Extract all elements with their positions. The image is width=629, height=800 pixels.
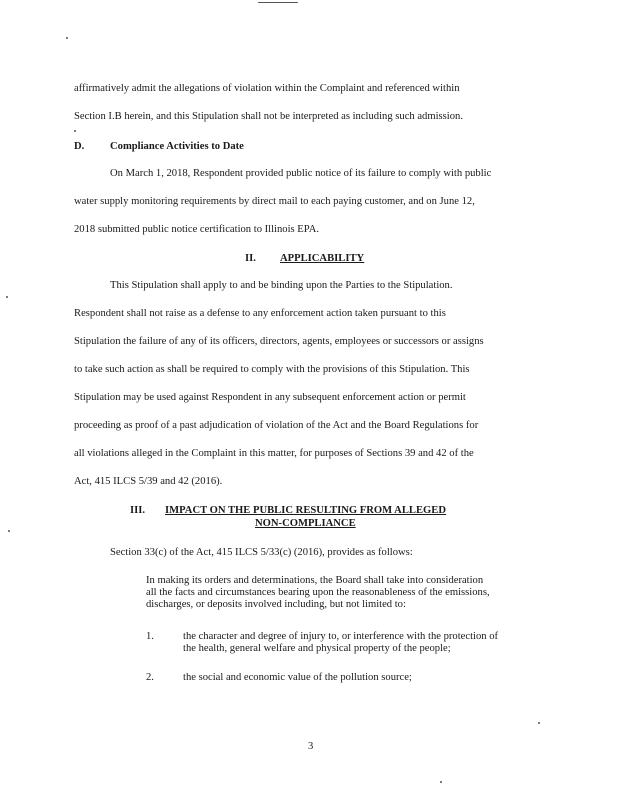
- section-ii-line-8: Act, 415 ILCS 5/39 and 42 (2016).: [74, 476, 223, 487]
- para-carry-line-1: affirmatively admit the allegations of violation within the Complaint and referenced within: [74, 83, 460, 94]
- section-ii-line-7: all violations alleged in the Complaint in this matter, for purposes of Sections 39 and 42 of the: [74, 448, 474, 459]
- section-ii-title: APPLICABILITY: [280, 253, 365, 264]
- quote-line-3: discharges, or deposits involved including, but not limited to:: [146, 599, 406, 610]
- list-item-1-line-1: the character and degree of injury to, or interference with the protection of: [183, 631, 499, 642]
- para-carry-line-2: Section I.B herein, and this Stipulation shall not be interpreted as including such admission.: [74, 111, 463, 122]
- section-iii-number: III.: [130, 505, 146, 516]
- scan-speck: [440, 781, 442, 783]
- section-ii-line-6: proceeding as proof of a past adjudication of violation of the Act and the Board Regulations for: [74, 420, 479, 431]
- section-iii-title-line-2: NON-COMPLIANCE: [255, 518, 356, 529]
- section-d-title: Compliance Activities to Date: [110, 141, 244, 152]
- section-ii-line-3: Stipulation the failure of any of its officers, directors, agents, employees or successors or assigns: [74, 336, 484, 347]
- list-item-1-number: 1.: [146, 631, 154, 642]
- section-ii-line-4: to take such action as shall be required to comply with the provisions of this Stipulation. This: [74, 364, 470, 375]
- scan-speck: [8, 530, 10, 532]
- section-iii-title-line-1: IMPACT ON THE PUBLIC RESULTING FROM ALLEGED: [165, 505, 446, 516]
- scan-speck: [66, 37, 68, 39]
- page-number: 3: [308, 741, 314, 752]
- quote-line-1: In making its orders and determinations, the Board shall take into consideration: [146, 575, 484, 586]
- section-d-line-2: water supply monitoring requirements by direct mail to each paying customer, and on June 12,: [74, 196, 475, 207]
- section-ii-line-5: Stipulation may be used against Respondent in any subsequent enforcement action or permit: [74, 392, 466, 403]
- scan-speck: [6, 296, 8, 298]
- list-item-2-number: 2.: [146, 672, 154, 683]
- scan-speck: [538, 722, 540, 724]
- section-iii-intro: Section 33(c) of the Act, 415 ILCS 5/33(c) (2016), provides as follows:: [110, 547, 413, 558]
- section-ii-line-2: Respondent shall not raise as a defense to any enforcement action taken pursuant to this: [74, 308, 446, 319]
- list-item-2-line-1: the social and economic value of the pollution source;: [183, 672, 412, 683]
- list-item-1-line-2: the health, general welfare and physical property of the people;: [183, 643, 451, 654]
- section-d-line-1: On March 1, 2018, Respondent provided public notice of its failure to comply with public: [110, 168, 492, 179]
- section-d-line-3: 2018 submitted public notice certification to Illinois EPA.: [74, 224, 319, 235]
- section-ii-line-1: This Stipulation shall apply to and be binding upon the Parties to the Stipulation.: [110, 280, 453, 291]
- scan-mark: [258, 2, 298, 3]
- scan-speck: [74, 130, 76, 132]
- section-ii-number: II.: [245, 253, 256, 264]
- section-d-letter: D.: [74, 141, 85, 152]
- quote-line-2: all the facts and circumstances bearing upon the reasonableness of the emissions,: [146, 587, 490, 598]
